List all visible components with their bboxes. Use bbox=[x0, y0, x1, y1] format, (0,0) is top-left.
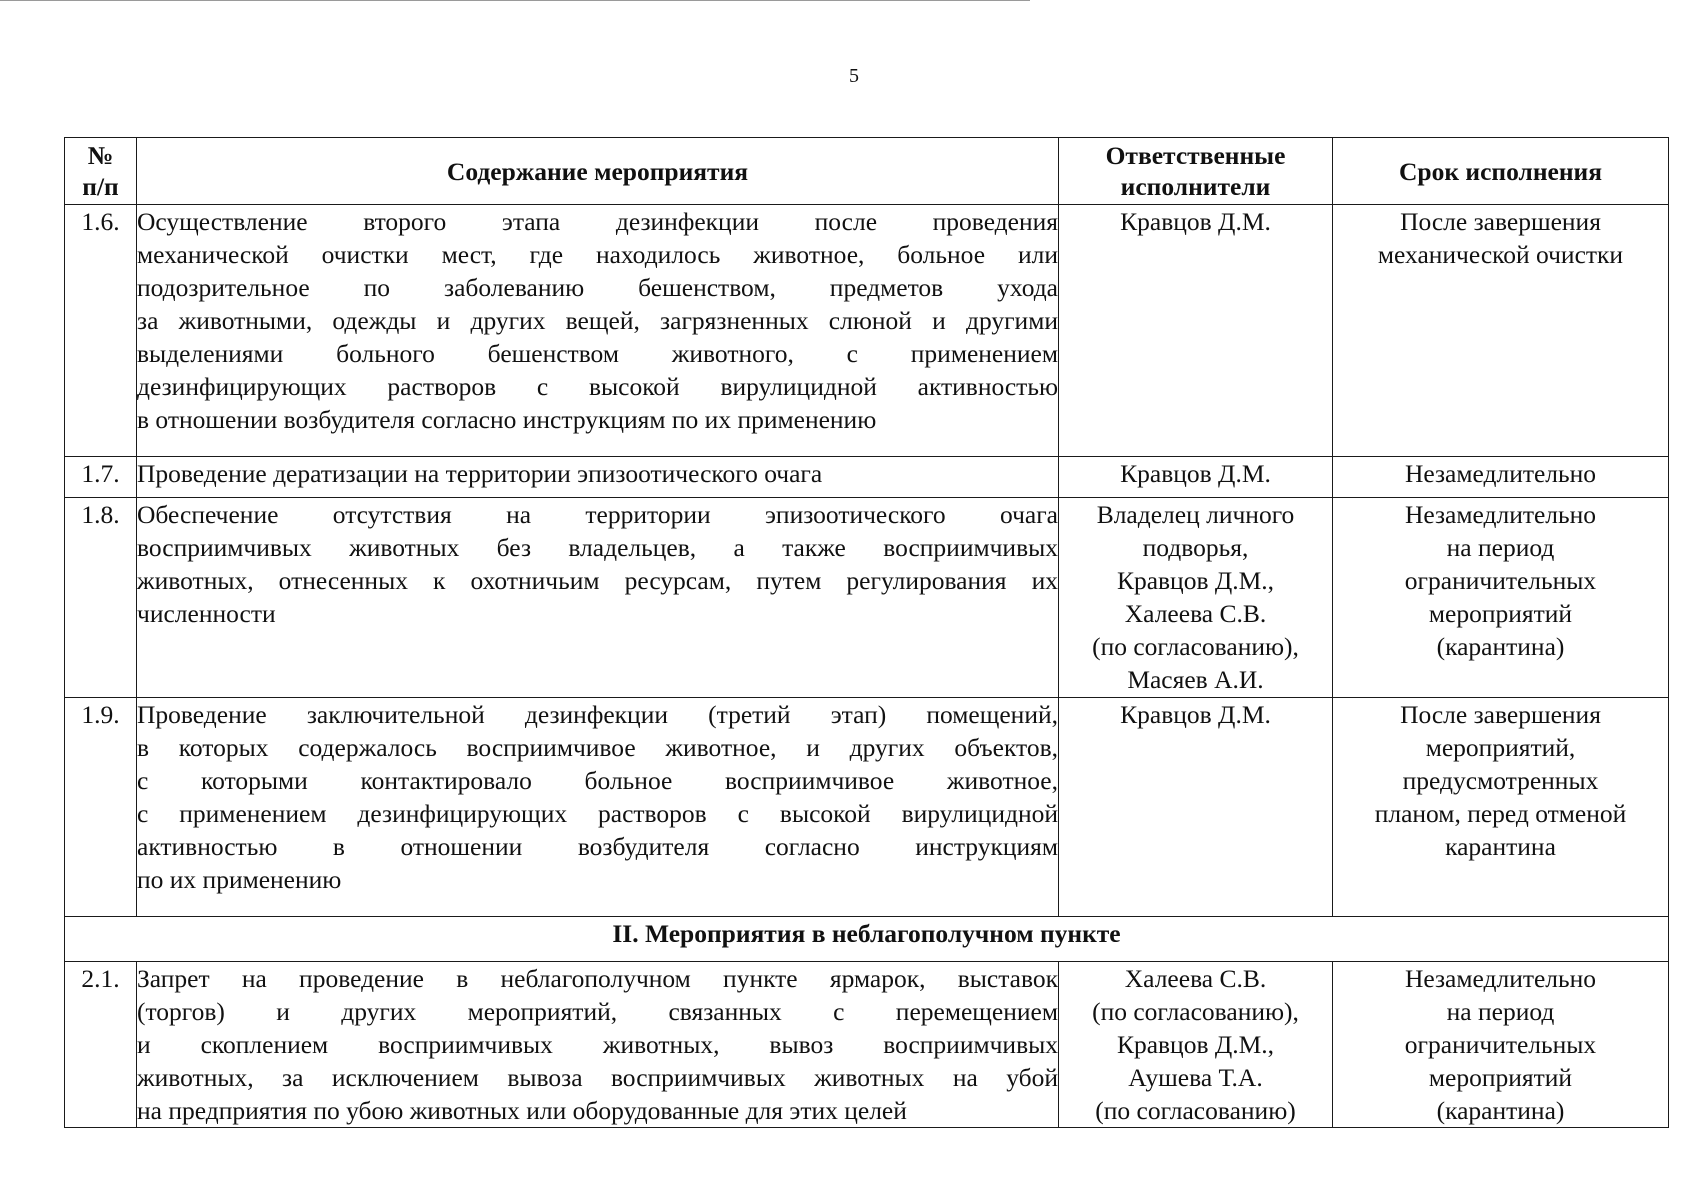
row-content bbox=[137, 698, 1059, 917]
cell-line: Незамедлительно bbox=[1404, 459, 1597, 488]
cell-line: восприимчивых животных без владельцев, а также восприимчивых bbox=[137, 533, 1058, 562]
row-content bbox=[137, 498, 1059, 698]
cell-line: Аушева Т.А. bbox=[1128, 1063, 1263, 1092]
row-number: 1.7. bbox=[65, 457, 137, 498]
cell-line: (карантина) bbox=[1436, 632, 1565, 661]
row-number: 1.9. bbox=[65, 698, 137, 917]
top-scan-rule bbox=[0, 0, 1030, 1]
cell-line: Кравцов Д.М., bbox=[1116, 566, 1275, 595]
row-responsible bbox=[1059, 698, 1333, 917]
row-term bbox=[1333, 962, 1669, 1128]
cell-line: выделениями больного бешенством животного, с применением bbox=[137, 339, 1058, 368]
header-num bbox=[65, 138, 137, 205]
row-term bbox=[1333, 698, 1669, 917]
cell-line: Кравцов Д.М. bbox=[1120, 700, 1271, 729]
cell-line: (торгов) и других мероприятий, связанных с перемещением bbox=[137, 997, 1058, 1026]
cell-line: Кравцов Д.М. bbox=[1120, 207, 1271, 236]
row-content bbox=[137, 205, 1059, 457]
cell-line: механической очистки bbox=[1377, 240, 1624, 269]
cell-line: Проведение заключительной дезинфекции (третий этап) помещений, bbox=[137, 700, 1058, 729]
cell-line: После завершения bbox=[1400, 207, 1601, 236]
row-responsible bbox=[1059, 205, 1333, 457]
cell-line: мероприятий bbox=[1428, 599, 1573, 628]
cell-line: по их применению bbox=[137, 865, 342, 894]
cell-line: Кравцов Д.М. bbox=[1120, 459, 1271, 488]
page-number: 5 bbox=[849, 65, 859, 87]
cell-line: в которых содержалось восприимчивое животное, и других объектов, bbox=[137, 733, 1058, 762]
cell-line: в отношении возбудителя согласно инструкциям по их применению bbox=[137, 405, 877, 434]
cell-line: и скоплением восприимчивых животных, вывоз восприимчивых bbox=[137, 1030, 1058, 1059]
cell-line: активностью в отношении возбудителя согласно инструкциям bbox=[137, 832, 1058, 861]
cell-line: (по согласованию) bbox=[1095, 1096, 1296, 1125]
table-row bbox=[65, 205, 1669, 457]
cell-line: численности bbox=[137, 599, 276, 628]
header-responsible bbox=[1059, 138, 1333, 205]
table-header-row bbox=[65, 138, 1669, 205]
header-term bbox=[1333, 138, 1669, 205]
header-num-label: № п/п bbox=[82, 141, 119, 201]
cell-line: Халеева С.В. bbox=[1124, 599, 1267, 628]
table-row bbox=[65, 457, 1669, 498]
row-content bbox=[137, 457, 1059, 498]
cell-line: животных, отнесенных к охотничьим ресурсам, путем регулирования их bbox=[137, 566, 1058, 595]
row-number: 1.8. bbox=[65, 498, 137, 698]
cell-line: Запрет на проведение в неблагополучном пункте ярмарок, выставок bbox=[137, 964, 1058, 993]
cell-line: Обеспечение отсутствия на территории эпизоотического очага bbox=[137, 500, 1058, 529]
cell-line: механической очистки мест, где находилось животное, больное или bbox=[137, 240, 1058, 269]
cell-line: Халеева С.В. bbox=[1124, 964, 1267, 993]
cell-line: дезинфицирующих растворов с высокой вирулицидной активностью bbox=[137, 372, 1058, 401]
cell-line: животных, за исключением вывоза восприимчивых животных на убой bbox=[137, 1063, 1058, 1092]
cell-line: Осуществление второго этапа дезинфекции после проведения bbox=[137, 207, 1058, 236]
table-row bbox=[65, 962, 1669, 1128]
header-term-label: Срок исполнения bbox=[1398, 156, 1603, 186]
cell-line: Кравцов Д.М., bbox=[1116, 1030, 1275, 1059]
cell-line: мероприятий bbox=[1428, 1063, 1573, 1092]
cell-line: за животными, одежды и других вещей, загрязненных слюной и другими bbox=[137, 306, 1058, 335]
cell-line: планом, перед отменой bbox=[1374, 799, 1627, 828]
cell-line: После завершения bbox=[1400, 700, 1601, 729]
cell-line: ограничительных bbox=[1404, 566, 1597, 595]
row-number: 2.1. bbox=[65, 962, 137, 1128]
cell-line: на предприятия по убою животных или оборудованные для этих целей bbox=[137, 1096, 907, 1125]
cell-line: с применением дезинфицирующих растворов с высокой вирулицидной bbox=[137, 799, 1058, 828]
header-content-label: Содержание мероприятия bbox=[446, 156, 749, 186]
cell-line: мероприятий, bbox=[1425, 733, 1576, 762]
section-title: II. Мероприятия в неблагополучном пункте bbox=[65, 917, 1669, 962]
row-responsible bbox=[1059, 498, 1333, 698]
cell-line: карантина bbox=[1445, 832, 1556, 861]
cell-line: Незамедлительно bbox=[1404, 500, 1597, 529]
cell-line: Владелец личного bbox=[1096, 500, 1295, 529]
row-number: 1.6. bbox=[65, 205, 137, 457]
cell-line: ограничительных bbox=[1404, 1030, 1597, 1059]
cell-line: подозрительное по заболеванию бешенством, предметов ухода bbox=[137, 273, 1058, 302]
section-row bbox=[65, 917, 1669, 962]
cell-line: Масяев А.И. bbox=[1127, 665, 1264, 694]
measures-table bbox=[64, 137, 1669, 1128]
cell-line: на период bbox=[1446, 997, 1555, 1026]
row-term bbox=[1333, 205, 1669, 457]
cell-line: на период bbox=[1446, 533, 1555, 562]
header-responsible-label: Ответственные исполнители bbox=[1105, 141, 1286, 201]
table-row bbox=[65, 698, 1669, 917]
row-term bbox=[1333, 498, 1669, 698]
row-responsible bbox=[1059, 457, 1333, 498]
cell-line: (по согласованию), bbox=[1092, 632, 1299, 661]
cell-line: (карантина) bbox=[1436, 1096, 1565, 1125]
cell-line: подворья, bbox=[1142, 533, 1249, 562]
header-content bbox=[137, 138, 1059, 205]
row-responsible bbox=[1059, 962, 1333, 1128]
cell-line: Незамедлительно bbox=[1404, 964, 1597, 993]
row-content bbox=[137, 962, 1059, 1128]
table-row bbox=[65, 498, 1669, 698]
cell-line: (по согласованию), bbox=[1092, 997, 1299, 1026]
cell-line: Проведение дератизации на территории эпизоотического очага bbox=[137, 459, 823, 488]
cell-line: предусмотренных bbox=[1402, 766, 1599, 795]
cell-line: с которыми контактировало больное восприимчивое животное, bbox=[137, 766, 1058, 795]
row-term bbox=[1333, 457, 1669, 498]
